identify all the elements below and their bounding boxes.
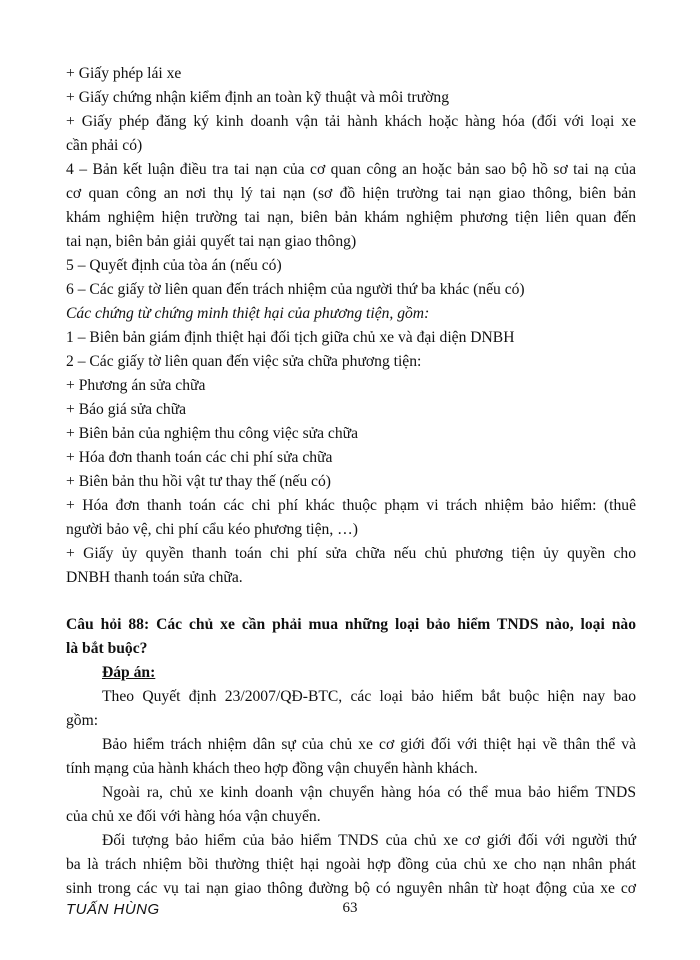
paragraph-line: Bảo hiểm trách nhiệm dân sự của chủ xe cơ giới đối với thiệt hại về thân thể và: [102, 736, 636, 753]
text-line: + Giấy phép đăng ký kinh doanh vận tải hành khách hoặc hàng hóa (đối với loại xe: [66, 113, 636, 130]
text-line: 5 – Quyết định của tòa án (nếu có): [66, 257, 282, 274]
text-line: DNBH thanh toán sửa chữa.: [66, 569, 243, 586]
text-line: 6 – Các giấy tờ liên quan đến trách nhiệm của người thứ ba khác (nếu có): [66, 281, 525, 298]
text-line: 4 – Bản kết luận điều tra tai nạn của cơ quan công an hoặc bản sao bộ hồ sơ tai nạ của: [66, 161, 636, 178]
text-line: + Báo giá sửa chữa: [66, 401, 187, 418]
section-subheading: Các chứng từ chứng minh thiệt hại của phương tiện, gồm:: [66, 305, 430, 322]
text-line: + Biên bản thu hồi vật tư thay thế (nếu có): [66, 473, 331, 490]
paragraph-line: của chủ xe đối với hàng hóa vận chuyển.: [66, 808, 321, 825]
paragraph-line: ba là trách nhiệm bồi thường thiệt hại ngoài hợp đồng của chủ xe cho nạn nhân phát: [66, 856, 636, 873]
text-line: + Giấy ủy quyền thanh toán chi phí sửa chữa nếu chủ phương tiện ủy quyền cho: [66, 545, 636, 562]
text-line: + Phương án sửa chữa: [66, 377, 206, 394]
page-number: 63: [342, 900, 358, 916]
answer-label: Đáp án:: [102, 664, 156, 681]
question-heading-cont: là bắt buộc?: [66, 640, 148, 657]
text-line: + Giấy chứng nhận kiểm định an toàn kỹ thuật và môi trường: [66, 89, 449, 106]
text-line: + Hóa đơn thanh toán các chi phí sửa chữa: [66, 449, 333, 466]
text-line: người bảo vệ, chi phí cẩu kéo phương tiện, …): [66, 521, 358, 538]
paragraph-line: gồm:: [66, 712, 99, 729]
text-line: khám nghiệm hiện trường tai nạn, biên bản khám nghiệm phương tiện liên quan đến: [66, 209, 636, 226]
text-line: cơ quan công an nơi thụ lý tai nạn (sơ đồ hiện trường tai nạn giao thông, biên bản: [66, 185, 636, 202]
text-line: 2 – Các giấy tờ liên quan đến việc sửa chữa phương tiện:: [66, 353, 422, 370]
text-line: tai nạn, biên bản giải quyết tai nạn giao thông): [66, 233, 357, 250]
paragraph-line: tính mạng của hành khách theo hợp đồng vận chuyển hành khách.: [66, 760, 478, 777]
paragraph-line: Đối tượng bảo hiểm của bảo hiểm TNDS của chủ xe cơ giới đối với người thứ: [102, 832, 636, 849]
paragraph-line: Theo Quyết định 23/2007/QĐ-BTC, các loại bảo hiểm bắt buộc hiện nay bao: [102, 688, 636, 705]
text-line: + Hóa đơn thanh toán các chi phí khác thuộc phạm vi trách nhiệm bảo hiểm: (thuê: [66, 497, 636, 514]
paragraph-line: Ngoài ra, chủ xe kinh doanh vận chuyển hàng hóa có thể mua bảo hiểm TNDS: [102, 784, 636, 801]
footer-author: TUẤN HÙNG: [66, 901, 160, 918]
text-line: + Giấy phép lái xe: [66, 65, 182, 82]
question-heading: Câu hỏi 88: Các chủ xe cần phải mua những loại bảo hiểm TNDS nào, loại nào: [66, 616, 636, 633]
text-line: 1 – Biên bản giám định thiệt hại đối tịch giữa chủ xe và đại diện DNBH: [66, 329, 515, 346]
paragraph-line: sinh trong các vụ tai nạn giao thông đường bộ có nguyên nhân từ hoạt động của xe cơ: [66, 880, 636, 897]
text-line: cần phải có): [66, 137, 143, 154]
text-line: + Biên bản của nghiệm thu công việc sửa chữa: [66, 425, 359, 442]
